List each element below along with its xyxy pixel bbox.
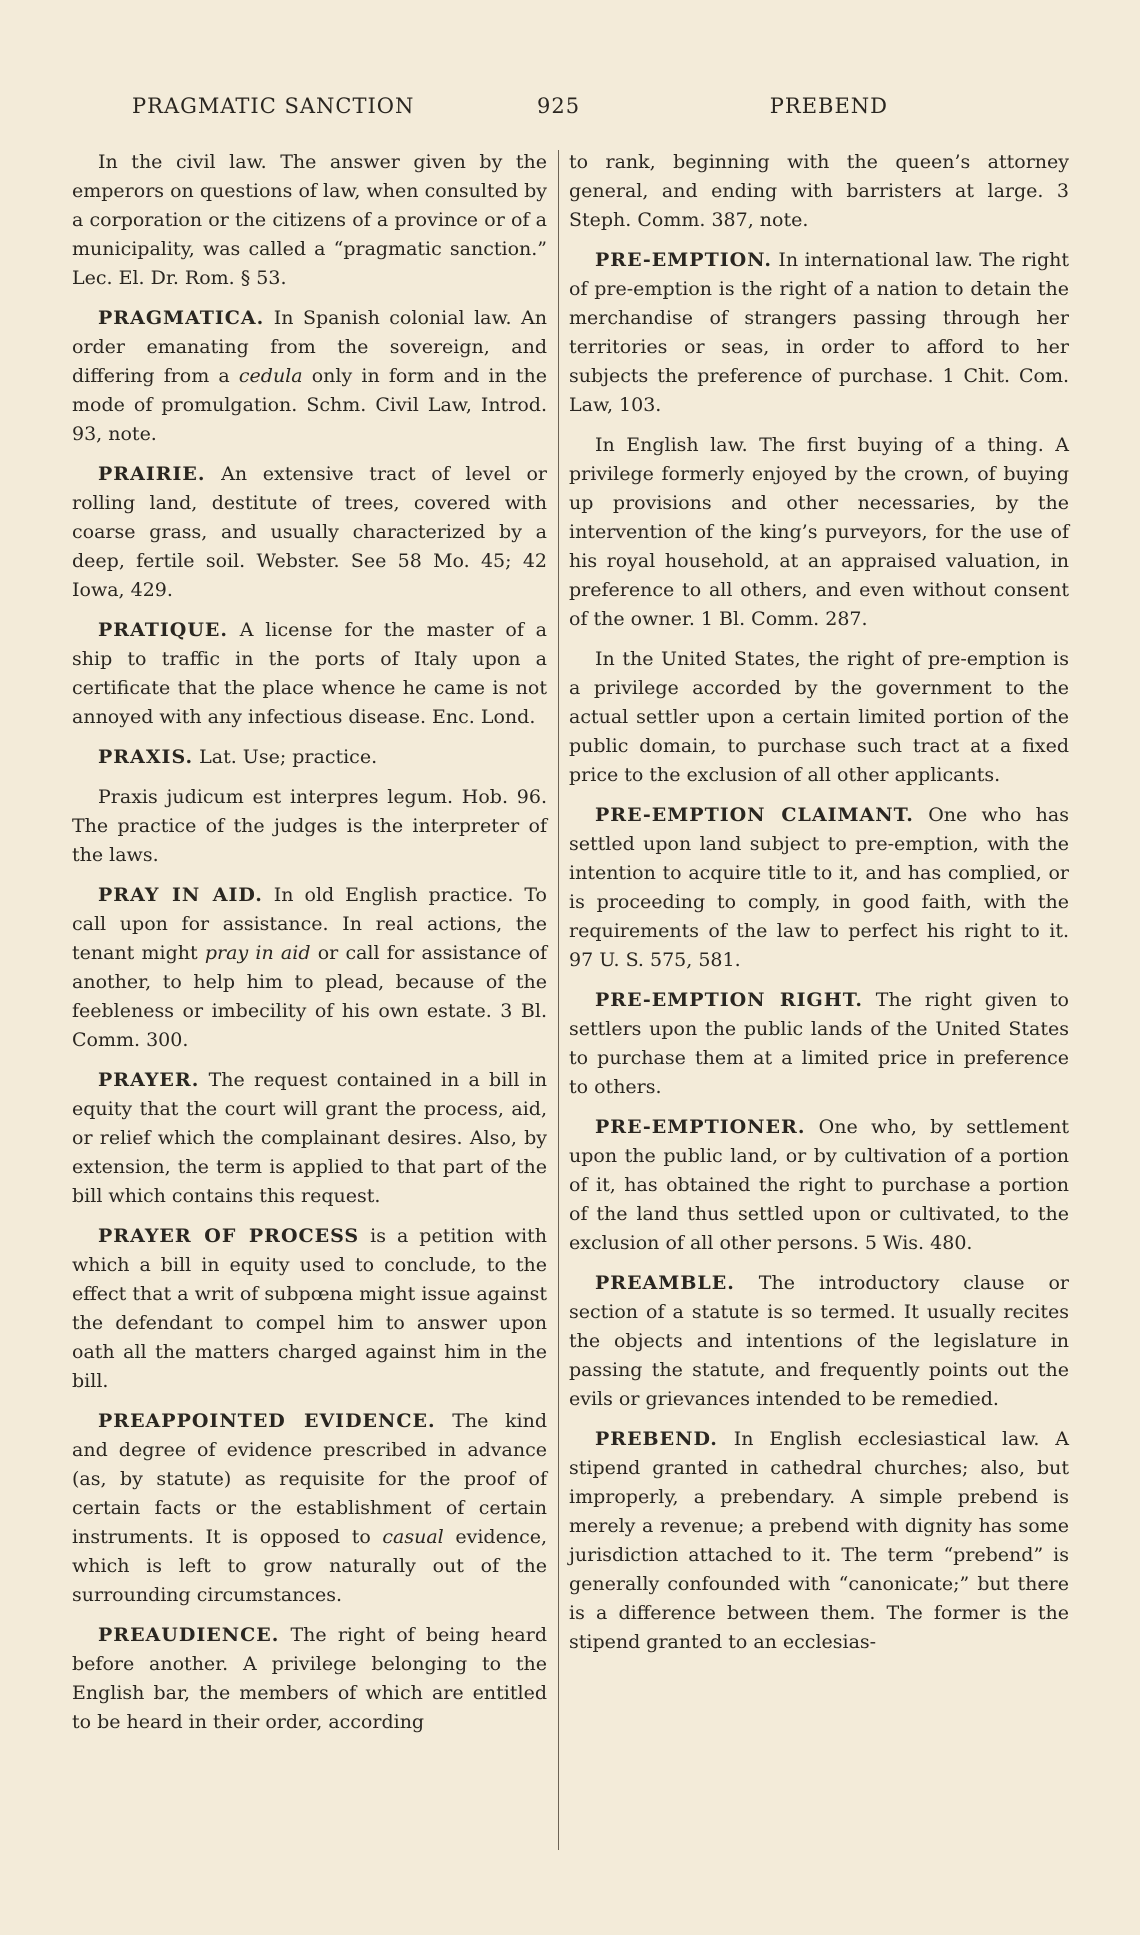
dictionary-entry — [72, 616, 547, 732]
entry-headword: PRE-EMPTIONER. — [595, 1116, 806, 1138]
entry-text: In the United States, the right of pre-emption is a privilege accorded by the government to the actual settler upon a certain limited portion of the public domain, to purchase such tract at a fixed price to the exclusion of all other applicants. — [569, 648, 1069, 786]
entry-text: The request contained in a bill in equity that the court will grant the process, aid, or relief which the complainant desires. Also, by extension, the term is applied to that part of the bill which contains this request. — [72, 1069, 547, 1207]
entry-text: evidence, which is left to grow naturally out of the surrounding circumstances. — [72, 1526, 547, 1606]
entry-text: Lat. Use; practice. — [193, 746, 378, 768]
entry-text: The right of being heard before another. A privilege belonging to the English bar, the members of which are entitled to be heard in their order, according — [72, 1624, 547, 1733]
entry-text: is a petition with which a bill in equity used to conclude, to the effect that a writ of subpœna might issue against the defendant to compel him to answer upon oath all the matters charged against him in the bill. — [72, 1225, 548, 1392]
entry-text: only in form and in the mode of promulgation. Schm. Civil Law, Introd. 93, note. — [72, 365, 548, 445]
dictionary-entry — [72, 460, 547, 605]
entry-text: An extensive tract of level or rolling land, destitute of trees, covered with coarse grass, and usually characterized by a deep, fertile soil. Webster. See 58 Mo. 45; 42 Iowa, 429. — [72, 463, 547, 601]
entry-text: In English ecclesiastical law. A stipend granted in cathedral churches; also, but improperly, a prebendary. A simple prebend is merely a revenue; a prebend with dignity has some jurisdiction attached to it. The term “prebend” is generally confounded with “canonicate;” but there is a difference between them. The former is the stipend granted to an ecclesias- — [569, 1428, 1069, 1653]
dictionary-entry — [72, 881, 547, 1055]
entry-headword: PRATIQUE. — [98, 619, 229, 641]
entry-text: One who, by settlement upon the public land, or by cultivation of a portion of it, has obtained the right to purchase a portion of the land thus settled upon or cultivated, to the exclusion of all other persons. 5 Wis. 480. — [569, 1116, 1069, 1254]
entry-text: In the civil law. The answer given by the emperors on questions of law, when consulted by a corporation or the citizens of a province or of a municipality, was called a “pragmatic sanction.” Lec. El. Dr. Rom. § 53. — [72, 151, 547, 289]
entry-text: In Spanish colonial law. An order emanating from the sovereign, and differing from a — [72, 307, 547, 387]
entry-text: Praxis judicum est interpres legum. Hob. 96. The practice of the judges is the interpreter of the laws. — [72, 786, 547, 866]
running-header — [132, 94, 888, 128]
entry-text: In old English practice. To call upon for assistance. In real actions, the tenant might — [72, 884, 547, 964]
dictionary-entry — [569, 645, 1069, 790]
dictionary-entry — [569, 148, 1069, 235]
entry-headword: PREAMBLE. — [595, 1272, 735, 1294]
column-divider — [558, 150, 559, 1850]
entry-text: to rank, beginning with the queen’s attorney general, and ending with barristers at large. 3 Steph. Comm. 387, note. — [569, 151, 1069, 231]
entry-headword: PRAY IN AID. — [98, 884, 263, 906]
right-column — [569, 148, 1069, 1668]
entry-headword: PRAYER. — [98, 1069, 200, 1091]
entry-text: In international law. The right of pre-emption is the right of a nation to detain the merchandise of strangers passing through her territories or seas, in order to afford to her subjects the preference of purchase. 1 Chit. Com. Law, 103. — [569, 249, 1069, 416]
dictionary-entry — [569, 431, 1069, 634]
header-right-term: PREBEND — [769, 94, 888, 118]
entry-headword: PRE-EMPTION CLAIMANT. — [595, 804, 914, 826]
dictionary-entry — [72, 783, 547, 870]
entry-headword: PRAYER OF PROCESS — [98, 1225, 360, 1247]
entry-headword: PRE-EMPTION RIGHT. — [595, 989, 864, 1011]
entry-text: The kind and degree of evidence prescribed in advance (as, by statute) as requisite for the proof of certain facts or the establishment of certain instruments. It is opposed to — [72, 1410, 547, 1548]
entry-italic-text: pray in aid — [204, 942, 311, 964]
page-number: 925 — [537, 94, 581, 118]
dictionary-entry — [569, 1425, 1069, 1657]
dictionary-entry — [569, 1269, 1069, 1414]
dictionary-entry — [72, 1066, 547, 1211]
dictionary-entry — [569, 801, 1069, 975]
dictionary-entry — [72, 1407, 547, 1610]
entry-headword: PREAUDIENCE. — [98, 1624, 280, 1646]
header-left-term: PRAGMATIC SANCTION — [132, 94, 415, 118]
entry-text: One who has settled upon land subject to pre-emption, with the intention to acquire title to it, and has complied, or is proceeding to comply, in good faith, with the requirements of the law to perfect his right to it. 97 U. S. 575, 581. — [569, 804, 1070, 971]
dictionary-entry — [72, 1222, 547, 1396]
entry-headword: PRAGMATICA. — [98, 307, 265, 329]
entry-italic-text: casual — [382, 1526, 444, 1548]
dictionary-entry — [72, 743, 547, 772]
dictionary-entry — [72, 304, 547, 449]
entry-text: The introductory clause or section of a statute is so termed. It usually recites the objects and intentions of the legislature in passing the statute, and frequently points out the evils or grievances intended to be remedied. — [569, 1272, 1069, 1410]
dictionary-entry — [72, 148, 547, 293]
dictionary-entry — [569, 1113, 1069, 1258]
entry-italic-text: cedula — [238, 365, 303, 387]
left-column — [72, 148, 547, 1748]
entry-text: A license for the master of a ship to traffic in the ports of Italy upon a certificate that the place whence he came is not annoyed with any infectious disease. Enc. Lond. — [72, 619, 547, 728]
entry-text: or call for assistance of another, to help him to plead, because of the feebleness or imbecility of his own estate. 3 Bl. Comm. 300. — [72, 942, 547, 1051]
entry-headword: PREAPPOINTED EVIDENCE. — [98, 1410, 436, 1432]
dictionary-entry — [569, 246, 1069, 420]
entry-text: In English law. The first buying of a thing. A privilege formerly enjoyed by the crown, of buying up provisions and other necessaries, by the intervention of the king’s purveyors, for the use of his royal household, at an appraised valuation, in preference to all others, and even without consent of the owner. 1 Bl. Comm. 287. — [569, 434, 1069, 630]
entry-text: The right given to settlers upon the public lands of the United States to purchase them at a limited price in preference to others. — [569, 989, 1069, 1098]
dictionary-entry — [72, 1621, 547, 1737]
dictionary-entry — [569, 986, 1069, 1102]
entry-headword: PRAIRIE. — [98, 463, 206, 485]
entry-headword: PRAXIS. — [98, 746, 194, 768]
entry-headword: PREBEND. — [595, 1428, 718, 1450]
entry-headword: PRE-EMPTION. — [595, 249, 772, 271]
